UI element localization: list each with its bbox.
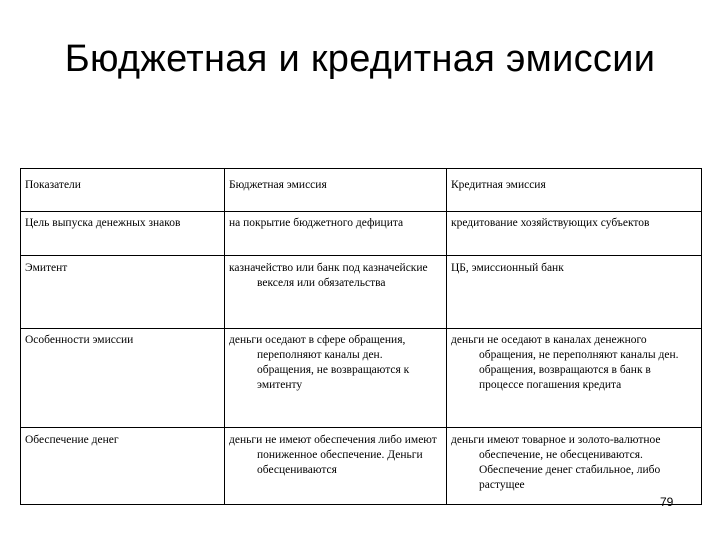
header-cell-indicators xyxy=(21,169,225,212)
table-cell xyxy=(225,329,447,428)
cell-text: ЦБ, эмиссионный банк xyxy=(451,262,564,274)
cell-text: деньги оседают в сфере обращения, переполняют каналы ден. обращения, не возвращаются к эмитенту xyxy=(229,334,410,391)
header-cell-budget-emission xyxy=(225,169,447,212)
table-cell xyxy=(225,212,447,256)
page-number: 79 xyxy=(660,495,674,509)
table-cell xyxy=(21,428,225,505)
table-row xyxy=(21,212,702,256)
header-label: Показатели xyxy=(25,179,81,191)
cell-text: деньги не имеют обеспечения либо имеют пониженное обеспечение. Деньги обесцениваются xyxy=(229,434,437,476)
table-cell xyxy=(21,329,225,428)
table-header-row xyxy=(21,169,702,212)
header-label: Кредитная эмиссия xyxy=(451,179,546,191)
cell-text: кредитование хозяйствующих субъектов xyxy=(451,217,650,229)
table-cell xyxy=(21,212,225,256)
table-cell xyxy=(447,428,702,505)
comparison-table xyxy=(20,168,702,505)
table-cell xyxy=(225,428,447,505)
cell-text: казначейство или банк под казначейские векселя или обязательства xyxy=(229,262,428,289)
cell-text: Особенности эмиссии xyxy=(25,334,134,346)
cell-text: Цель выпуска денежных знаков xyxy=(25,217,181,229)
table-row xyxy=(21,428,702,505)
cell-text: деньги не оседают в каналах денежного обращения, не переполняют каналы ден. обращения, возвращаются в банк в процессе погашения кредита xyxy=(451,334,679,391)
slide-title: Бюджетная и кредитная эмиссии xyxy=(64,38,656,80)
table-cell xyxy=(21,256,225,329)
header-label: Бюджетная эмиссия xyxy=(229,179,327,191)
cell-text: деньги имеют товарное и золото-валютное обеспечение, не обесцениваются. Обеспечение денег стабильное, либо растущее xyxy=(451,434,661,491)
cell-text: Обеспечение денег xyxy=(25,434,119,446)
header-cell-credit-emission xyxy=(447,169,702,212)
cell-text: на покрытие бюджетного дефицита xyxy=(229,217,404,229)
table-cell xyxy=(225,256,447,329)
table-cell xyxy=(447,256,702,329)
table-row xyxy=(21,256,702,329)
table-row xyxy=(21,329,702,428)
table-cell xyxy=(447,212,702,256)
table-cell xyxy=(447,329,702,428)
cell-text: Эмитент xyxy=(25,262,68,274)
